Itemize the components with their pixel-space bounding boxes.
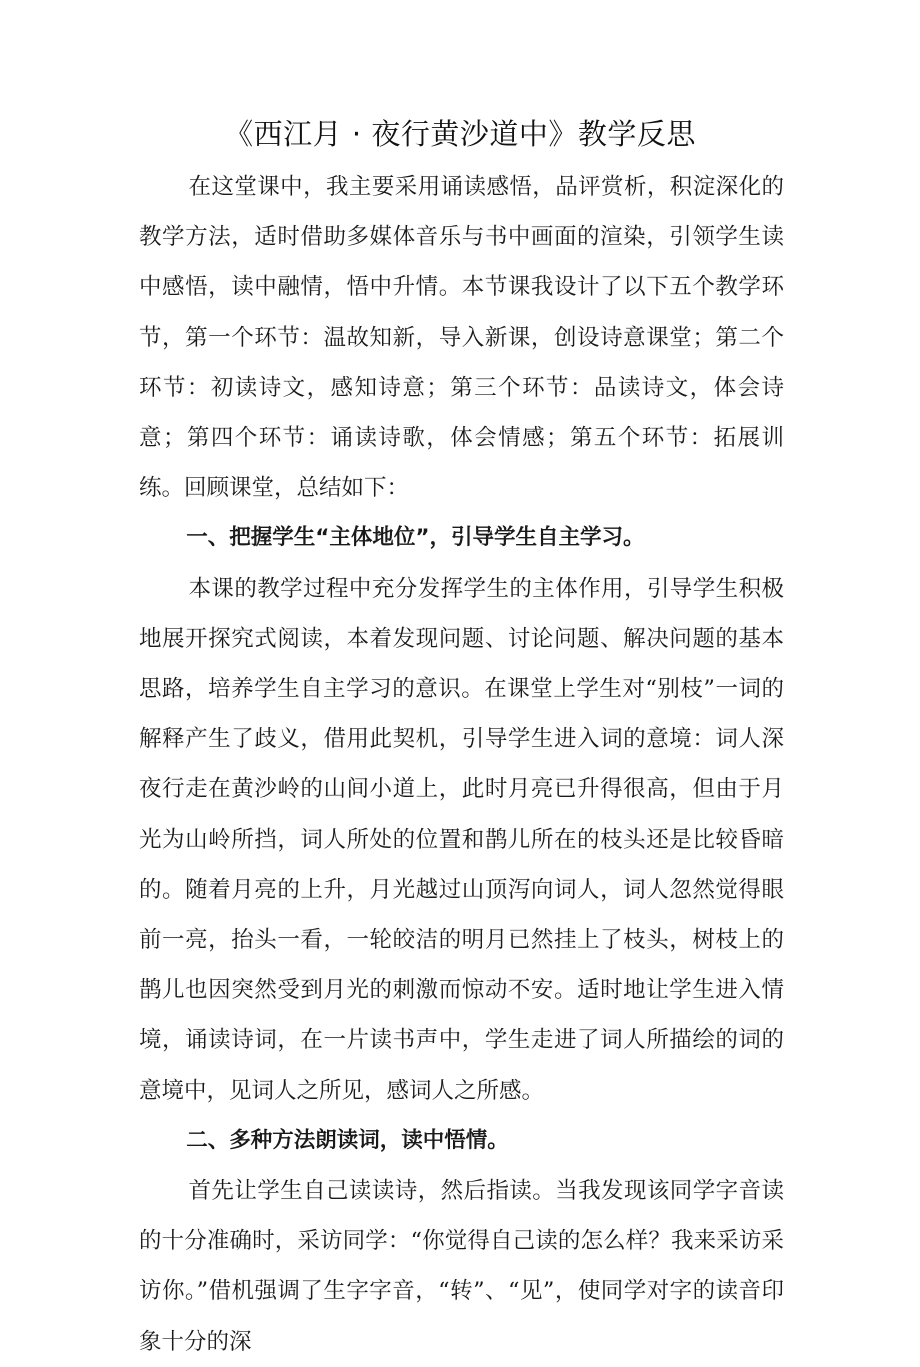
document-title: 《西江月 · 夜行黄沙道中》教学反思 [224,117,696,151]
document-body [139,162,784,1367]
section-1-paragraph: 本课的教学过程中充分发挥学生的主体作用，引导学生积极地展开探究式阅读，本着发现问题、讨论问题、解决问题的基本思路，培养学生自主学习的意识。在课堂上学生对“别枝”一词的解释产生了歧义，借用此契机，引导学生进入词的意境：词人深夜行走在黄沙岭的山间小道上，此时月亮已升得很高，但由于月光为山岭所挡，词人所处的位置和鹊儿所在的枝头还是比较昏暗的。随着月亮的上升，月光越过山顶泻向词人，词人忽然觉得眼前一亮，抬头一看，一轮皎洁的明月已然挂上了枝头，树枝上的鹊儿也因突然受到月光的刺激而惊动不安。适时地让学生进入情境，诵读诗词，在一片读书声中，学生走进了词人所描绘的词的意境中，见词人之所见，感词人之所感。 [139,575,784,1104]
section-heading-1: 一、把握学生“主体地位”，引导学生自主学习。 [186,525,645,551]
section-heading-2: 二、多种方法朗读词，读中悟情。 [186,1127,509,1153]
section-2-paragraph: 首先让学生自己读读诗，然后指读。当我发现该同学字音读的十分准确时，采访同学：“你觉得自己读的怎么样？我来采访采访你。”借机强调了生字字音，“转”、“见”，使同学对字的读音印象十分的深 [139,1178,784,1355]
intro-paragraph: 在这堂课中，我主要采用诵读感悟，品评赏析，积淀深化的教学方法，适时借助多媒体音乐与书中画面的渲染，引领学生读中感悟，读中融情，悟中升情。本节课我设计了以下五个教学环节，第一个环节：温故知新，导入新课，创设诗意课堂；第二个环节：初读诗文，感知诗意；第三个环节：品读诗文，体会诗意；第四个环节：诵读诗歌，体会情感；第五个环节：拓展训练。回顾课堂，总结如下： [139,174,784,502]
